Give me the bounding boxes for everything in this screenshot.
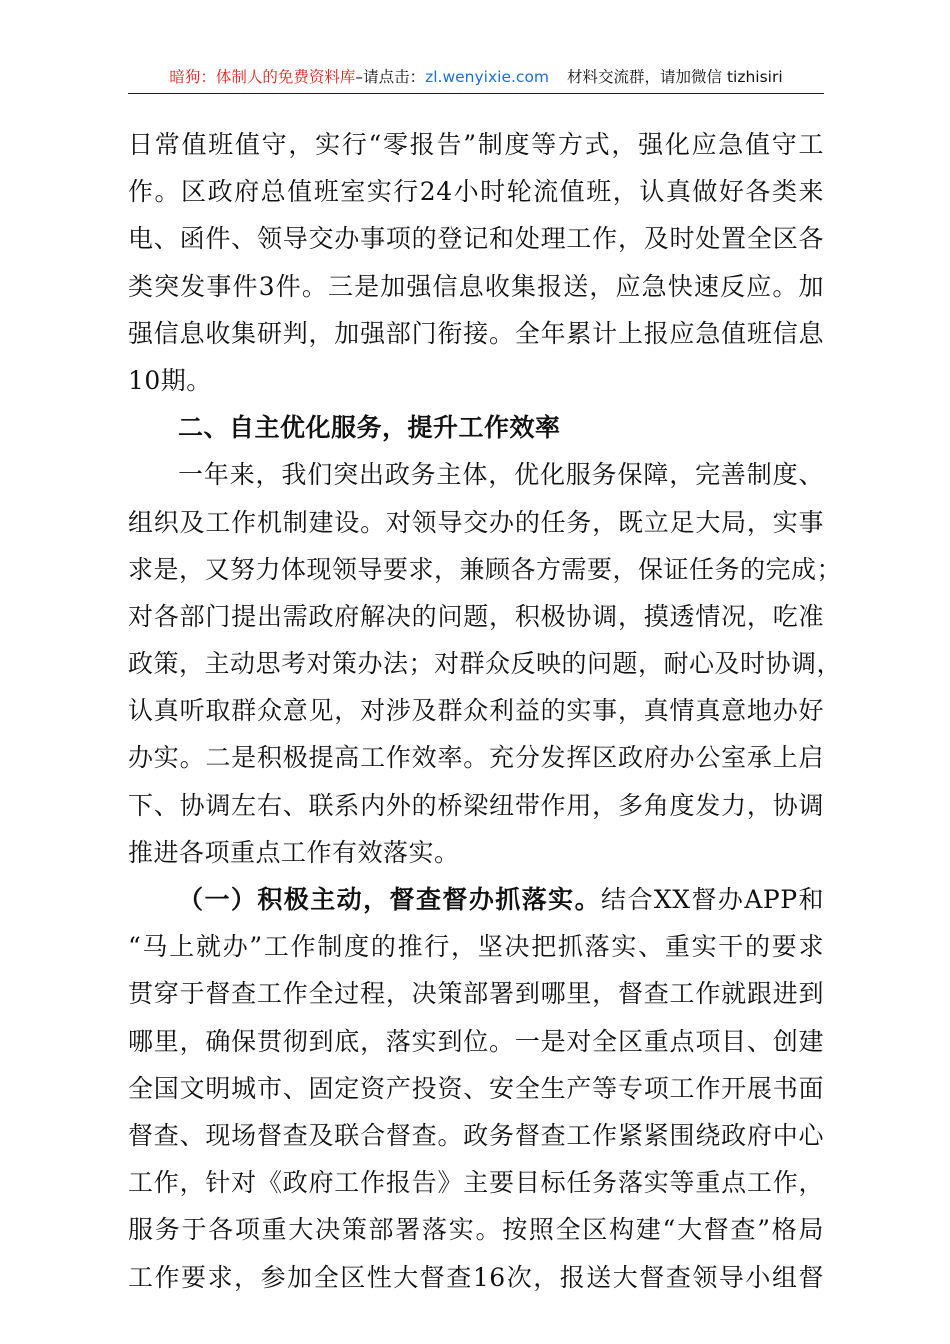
body-line: 作。区政府总值班室实行24小时轮流值班，认真做好各类来 bbox=[128, 177, 824, 207]
body-line: 一年来，我们突出政务主体，优化服务保障，完善制度、 bbox=[178, 460, 824, 490]
body-line: 贯穿于督查工作全过程，决策部署到哪里，督查工作就跟进到 bbox=[128, 979, 824, 1009]
section-heading: 二、自主优化服务，提升工作效率 bbox=[178, 413, 561, 443]
body-line: 电、函件、领导交办事项的登记和处理工作，及时处置全区各 bbox=[128, 224, 824, 254]
body-line: 求是，又努力体现领导要求，兼顾各方需要，保证任务的完成； bbox=[128, 554, 843, 584]
body-line: 认真听取群众意见，对涉及群众利益的实事，真情真意地办好 bbox=[128, 696, 824, 726]
body-line: 政策，主动思考对策办法；对群众反映的问题，耐心及时协调， bbox=[128, 649, 843, 679]
body-line: 10期。 bbox=[128, 365, 212, 395]
document-body bbox=[128, 121, 843, 1301]
body-line: “马上就办”工作制度的推行，坚决把抓落实、重实干的要求 bbox=[128, 932, 824, 962]
body-line: 对各部门提出需政府解决的问题，积极协调，摸透情况，吃准 bbox=[128, 601, 824, 631]
body-line: 服务于各项重大决策部署落实。按照全区构建“大督查”格局 bbox=[128, 1215, 824, 1245]
site-name: 暗狗：体制人的免费资料库 bbox=[169, 68, 356, 86]
body-line: 日常值班值守，实行“零报告”制度等方式，强化应急值守工 bbox=[128, 130, 824, 159]
page-header bbox=[128, 62, 824, 92]
body-line: 哪里，确保贯彻到底，落实到位。一是对全区重点项目、创建 bbox=[128, 1026, 824, 1056]
body-line: 组织及工作机制建设。对领导交办的任务，既立足大局，实事 bbox=[128, 507, 824, 537]
body-line: 推进各项重点工作有效落实。 bbox=[128, 837, 460, 867]
body-line: 工作，针对《政府工作报告》主要目标任务落实等重点工作， bbox=[128, 1168, 824, 1198]
header-divider bbox=[128, 93, 824, 94]
site-url-link[interactable]: zl.wenyixie.com bbox=[425, 68, 550, 86]
subheading-line bbox=[128, 876, 824, 923]
body-line: 工作要求，参加全区性大督查16次，报送大督查领导小组督 bbox=[128, 1262, 824, 1292]
click-prompt: –请点击： bbox=[355, 68, 426, 86]
wechat-note: 材料交流群，请加微信 tizhisiri bbox=[567, 68, 783, 86]
body-line: 办实。二是积极提高工作效率。充分发挥区政府办公室承上启 bbox=[128, 743, 824, 773]
body-line: 督查、现场督查及联合督查。政务督查工作紧紧围绕政府中心 bbox=[128, 1120, 824, 1150]
body-line: 下、协调左右、联系内外的桥梁纽带作用，多角度发力，协调 bbox=[128, 790, 824, 820]
subheading-continuation: 结合XX督办APP和 bbox=[601, 885, 824, 914]
body-line: 强信息收集研判，加强部门衔接。全年累计上报应急值班信息 bbox=[128, 318, 824, 348]
subheading: （一）积极主动，督查督办抓落实。 bbox=[178, 885, 602, 914]
body-line: 全国文明城市、固定资产投资、安全生产等专项工作开展书面 bbox=[128, 1073, 824, 1103]
body-line: 类突发事件3件。三是加强信息收集报送，应急快速反应。加 bbox=[128, 271, 824, 301]
